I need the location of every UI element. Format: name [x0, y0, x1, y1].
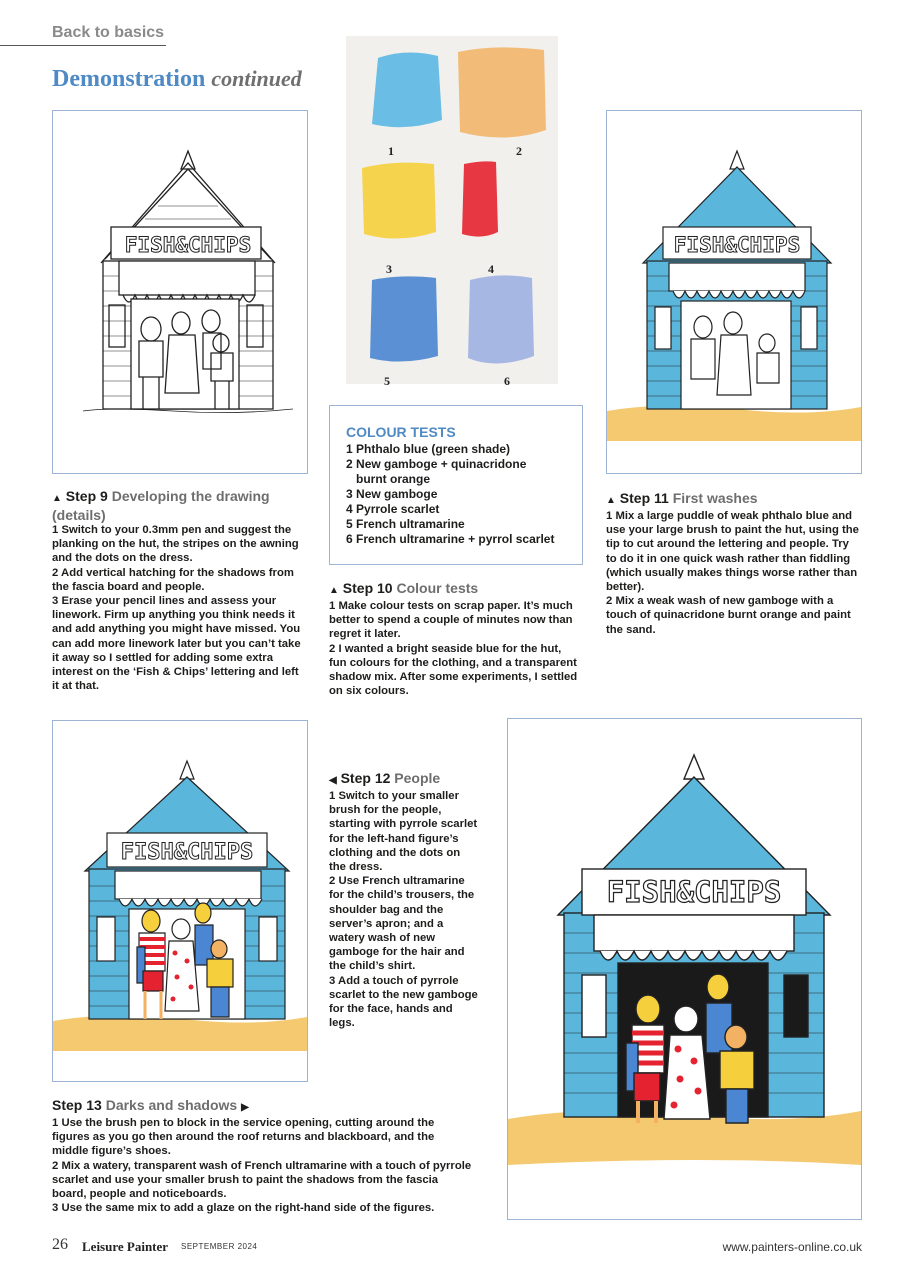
swatch-label-1: 1	[388, 144, 394, 158]
step12-arrow: ◀	[329, 775, 337, 786]
step11-name: First washes	[672, 490, 758, 506]
issue-date: SEPTEMBER 2024	[181, 1242, 258, 1251]
hut-first-washes	[607, 111, 861, 473]
hut-sign-text: FISH&CHIPS	[120, 840, 254, 865]
step9-para-1: 1 Switch to your 0.3mm pen and suggest the planking on the hut, the stripes on the awning and the dots on the dress.	[52, 524, 299, 565]
step13-para-1: 1 Use the brush pen to block in the service opening, cutting around the figures as you go then around the roof returns and blackboard, and the middle figure’s shoes.	[52, 1117, 435, 1158]
colour-swatch-sheet	[346, 36, 558, 388]
hut-sign-text: FISH&CHIPS	[606, 875, 782, 909]
colour-tests-title: COLOUR TESTS	[346, 424, 456, 440]
step9-title	[52, 488, 308, 523]
hut-linework-drawing	[53, 111, 307, 473]
step13-para-2: 2 Mix a watery, transparent wash of French ultramarine with a touch of pyrrole scarlet and use your smaller brush to paint the shadows from the fascia board, people and noticeboards.	[52, 1159, 472, 1201]
step12-para-1: 1 Switch to your smaller brush for the people, starting with pyrrole scarlet for the left-hand figure’s clothing and the dots on the dress.	[329, 790, 478, 874]
step9-text	[52, 488, 308, 693]
step11-para-1: 1 Mix a large puddle of weak phthalo blue and use your large brush to paint the hut, using the tip to cut around the lettering and people. Try to do it in one quick wash rather than fiddling (which usually makes things worse rather than better).	[606, 510, 859, 594]
step13-body	[52, 1116, 472, 1215]
swatch-paints	[346, 36, 558, 384]
section-rule	[0, 45, 166, 46]
step10-title	[329, 580, 581, 599]
step9-para-3: 3 Erase your pencil lines and assess your linework. Firm up anything you think needs it and add anything you might have missed. You can add more linework later but you can’t take it away so I settled for adding some extra interest on the ‘Fish & Chips’ lettering and left it at that.	[52, 595, 301, 693]
heading-text: Demonstration	[52, 66, 206, 92]
step10-label: Step 10	[342, 580, 393, 596]
step10-arrow: ▲	[329, 585, 339, 596]
page-heading	[52, 66, 302, 93]
step10-name: Colour tests	[396, 580, 479, 596]
magazine-name: Leisure Painter	[82, 1239, 169, 1254]
step13-title	[52, 1097, 472, 1116]
swatch-4	[462, 161, 498, 236]
step11-text	[606, 490, 860, 637]
step9-name: Developing the drawing (details)	[52, 488, 270, 523]
step9-body	[52, 523, 308, 693]
step9-label: Step 9	[65, 488, 108, 504]
swatch-label-5: 5	[384, 374, 390, 388]
step12-illustration	[52, 720, 308, 1082]
step12-para-3: 3 Add a touch of pyrrole scarlet to the new gamboge for the face, hands and legs.	[329, 974, 478, 1030]
step12-label: Step 12	[340, 770, 391, 786]
step9-para-2: 2 Add vertical hatching for the shadows from the fascia board and people.	[52, 566, 294, 593]
colour-test-item: 2 New gamboge + quinacridone burnt orange	[346, 457, 527, 486]
colour-test-item: 3 New gamboge	[346, 487, 438, 501]
step13-arrow: ▶	[241, 1102, 249, 1113]
step11-arrow: ▲	[606, 495, 616, 506]
section-label: Back to basics	[52, 24, 165, 41]
colour-tests-box	[329, 405, 583, 565]
step9-arrow: ▲	[52, 493, 62, 504]
step10-para-2: 2 I wanted a bright seaside blue for the hut, fun colours for the clothing, and a transparent shadow mix. After some experiments, I settled on six colours.	[329, 642, 578, 698]
step13-text	[52, 1097, 472, 1215]
heading-suffix: continued	[211, 66, 302, 91]
swatch-label-2: 2	[516, 144, 522, 158]
step9-illustration	[52, 110, 308, 474]
step11-body	[606, 509, 860, 637]
step11-title	[606, 490, 860, 509]
step11-para-2: 2 Mix a weak wash of new gamboge with a touch of quinacridone burnt orange and paint the sand.	[606, 595, 851, 636]
swatch-label-6: 6	[504, 374, 510, 388]
swatch-5	[370, 276, 438, 361]
step10-body	[329, 599, 581, 698]
step13-name: Darks and shadows	[105, 1097, 238, 1113]
step13-illustration	[507, 718, 862, 1220]
hut-sign-text: FISH&CHIPS	[124, 233, 252, 257]
step12-text	[329, 770, 479, 1030]
step13-label: Step 13	[52, 1097, 102, 1113]
step11-label: Step 11	[619, 490, 669, 506]
step12-name: People	[394, 770, 441, 786]
step10-para-1: 1 Make colour tests on scrap paper. It’s much better to spend a couple of minutes now than regret it later.	[329, 600, 573, 641]
hut-finished-painting	[508, 719, 861, 1219]
swatch-label-4: 4	[488, 262, 494, 276]
colour-test-item: 1 Phthalo blue (green shade)	[346, 442, 511, 456]
swatch-3	[362, 163, 436, 239]
step10-text	[329, 580, 581, 698]
step13-para-3: 3 Use the same mix to add a glaze on the right-hand side of the figures.	[52, 1202, 435, 1215]
step12-title	[329, 770, 479, 789]
colour-test-item: 6 French ultramarine + pyrrol scarlet	[346, 532, 555, 546]
colour-test-item: 5 French ultramarine	[346, 517, 465, 531]
hut-sign-text: FISH&CHIPS	[673, 233, 801, 257]
swatch-2	[458, 47, 546, 137]
step11-illustration	[606, 110, 862, 474]
swatch-label-3: 3	[386, 262, 392, 276]
step12-body	[329, 789, 479, 1030]
hut-people-painted	[53, 721, 307, 1081]
website-link[interactable]: www.painters-online.co.uk	[722, 1240, 862, 1254]
page-number: 26	[52, 1236, 68, 1253]
step12-para-2: 2 Use French ultramarine for the child’s trousers, the shoulder bag and the server’s apron; and a watery wash of new gamboge for the hair and the child’s shirt.	[329, 875, 475, 973]
colour-test-item: 4 Pyrrole scarlet	[346, 502, 440, 516]
swatch-1	[372, 52, 442, 127]
swatch-6	[468, 275, 534, 363]
